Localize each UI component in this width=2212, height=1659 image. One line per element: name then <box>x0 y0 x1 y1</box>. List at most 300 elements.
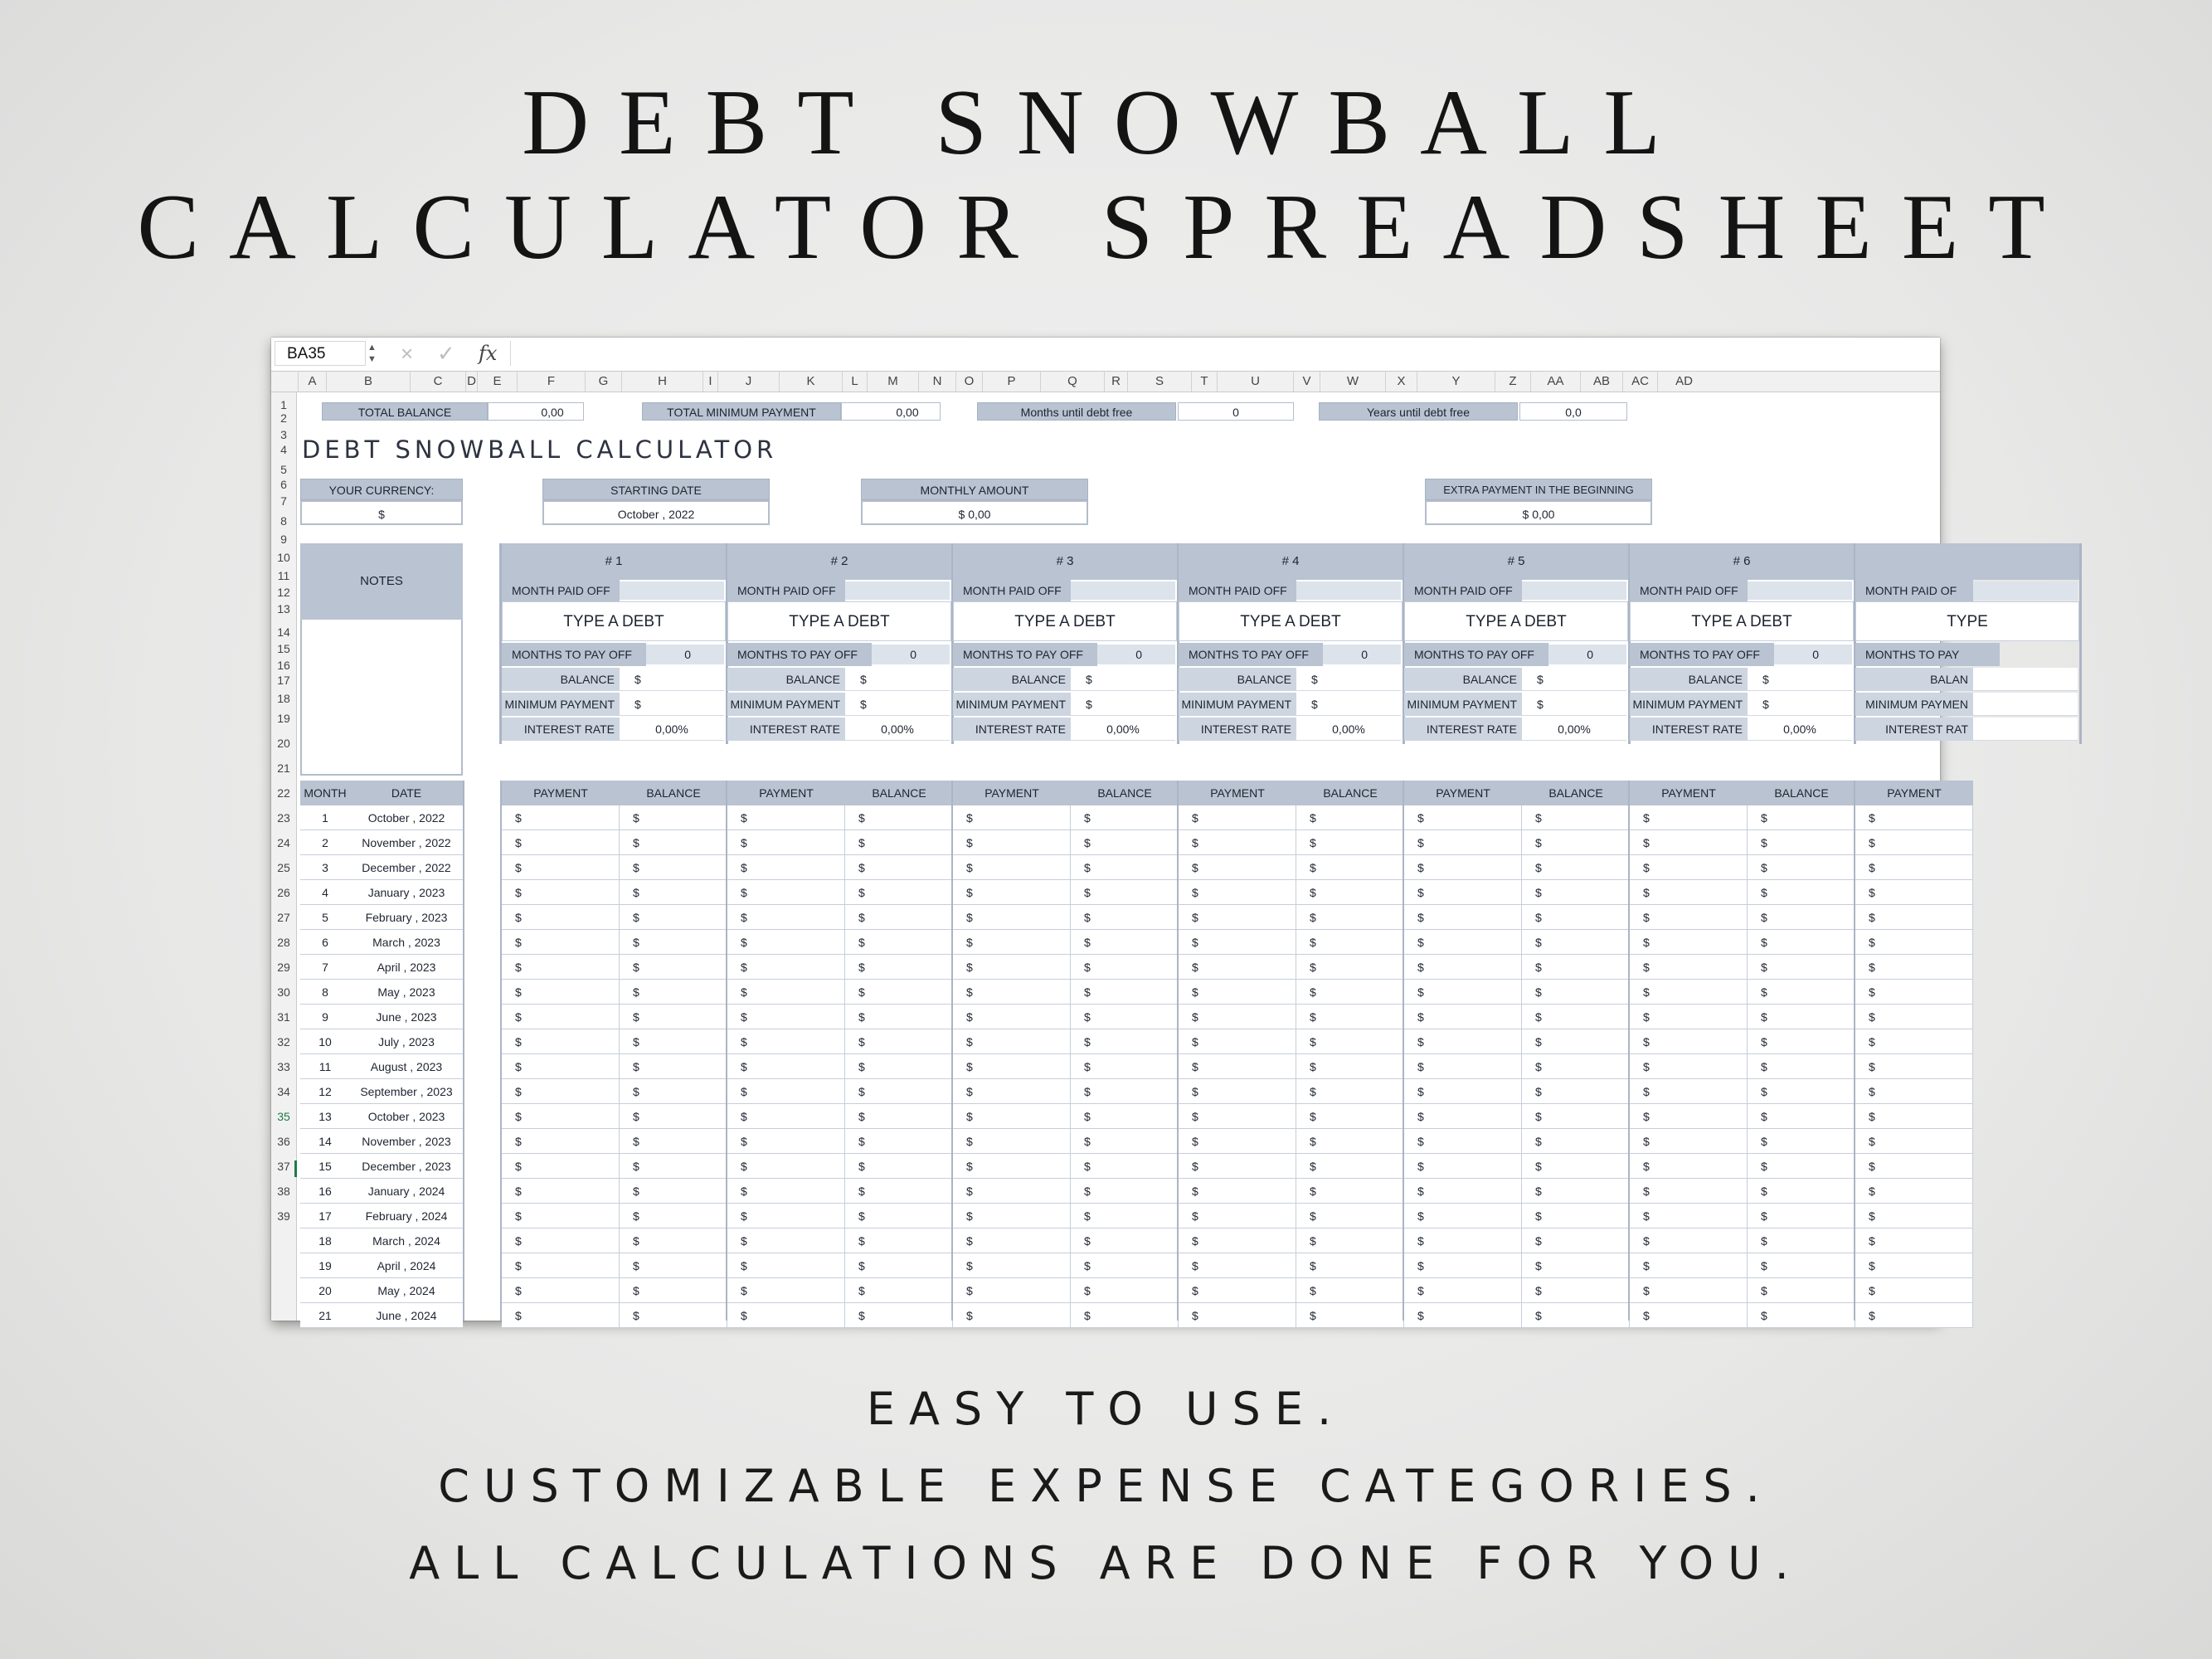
debt-3-balance-cell[interactable]: $ <box>1071 1179 1179 1204</box>
debt-3-payment-cell[interactable]: $ <box>953 1054 1071 1079</box>
debt-2-payment-cell[interactable]: $ <box>727 1104 845 1129</box>
debt-2-minimum-payment-input[interactable]: $ <box>845 693 950 716</box>
row-header-10[interactable]: 10 <box>277 551 290 564</box>
debt-1-payment-cell[interactable]: $ <box>502 1204 620 1228</box>
debt-3-payment-cell[interactable]: $ <box>953 955 1071 980</box>
column-header-b[interactable]: B <box>326 372 410 392</box>
debt-3-balance-cell[interactable]: $ <box>1071 1129 1179 1154</box>
debt-4-balance-cell[interactable]: $ <box>1296 905 1404 930</box>
debt-5-balance-cell[interactable]: $ <box>1522 1054 1630 1079</box>
debt-3-month-paid-off-value[interactable] <box>1071 581 1175 600</box>
debt-3-interest-rate-input[interactable]: 0,00% <box>1071 718 1175 741</box>
debt-7-minimum-payment-input[interactable] <box>1973 693 2078 716</box>
currency-input[interactable]: $ <box>300 500 463 525</box>
debt-5-payment-cell[interactable]: $ <box>1404 880 1522 905</box>
row-header-35[interactable]: 35 <box>277 1110 290 1123</box>
debt-3-balance-cell[interactable]: $ <box>1071 930 1179 955</box>
debt-3-balance-cell[interactable]: $ <box>1071 905 1179 930</box>
debt-6-balance-cell[interactable]: $ <box>1748 955 1855 980</box>
debt-6-payment-cell[interactable]: $ <box>1630 1179 1748 1204</box>
debt-4-balance-cell[interactable]: $ <box>1296 1104 1404 1129</box>
debt-6-interest-rate-input[interactable]: 0,00% <box>1748 718 1852 741</box>
row-header-9[interactable]: 9 <box>280 533 287 546</box>
debt-4-balance-cell[interactable]: $ <box>1296 1179 1404 1204</box>
debt-6-payment-cell[interactable]: $ <box>1630 930 1748 955</box>
debt-3-payment-cell[interactable]: $ <box>953 980 1071 1005</box>
row-header-32[interactable]: 32 <box>277 1035 290 1048</box>
debt-3-payment-cell[interactable]: $ <box>953 905 1071 930</box>
debt-3-payment-cell[interactable]: $ <box>953 880 1071 905</box>
debt-4-payment-cell[interactable]: $ <box>1179 1303 1296 1328</box>
debt-1-balance-cell[interactable]: $ <box>620 905 727 930</box>
debt-1-balance-cell[interactable]: $ <box>620 1079 727 1104</box>
debt-1-payment-cell[interactable]: $ <box>502 855 620 880</box>
column-header-q[interactable]: Q <box>1040 372 1104 392</box>
debt-2-balance-cell[interactable]: $ <box>845 1228 953 1253</box>
debt-1-payment-cell[interactable]: $ <box>502 1303 620 1328</box>
debt-6-payment-cell[interactable]: $ <box>1630 855 1748 880</box>
debt-5-balance-cell[interactable]: $ <box>1522 1228 1630 1253</box>
debt-4-balance-cell[interactable]: $ <box>1296 930 1404 955</box>
debt-1-balance-cell[interactable]: $ <box>620 955 727 980</box>
column-header-c[interactable]: C <box>410 372 465 392</box>
column-header-ad[interactable]: AD <box>1657 372 1710 392</box>
debt-2-month-paid-off-value[interactable] <box>845 581 950 600</box>
column-header-k[interactable]: K <box>779 372 842 392</box>
total-balance-field[interactable]: 0,00 <box>488 402 584 421</box>
row-header-26[interactable]: 26 <box>277 886 290 899</box>
debt-2-payment-cell[interactable]: $ <box>727 1079 845 1104</box>
debt-2-balance-cell[interactable]: $ <box>845 1154 953 1179</box>
debt-6-balance-cell[interactable]: $ <box>1748 905 1855 930</box>
debt-4-payment-cell[interactable]: $ <box>1179 1253 1296 1278</box>
debt-1-name-input[interactable]: TYPE A DEBT <box>502 601 726 641</box>
debt-4-balance-cell[interactable]: $ <box>1296 1029 1404 1054</box>
debt-1-balance-cell[interactable]: $ <box>620 1179 727 1204</box>
debt-5-balance-cell[interactable]: $ <box>1522 1204 1630 1228</box>
debt-2-balance-cell[interactable]: $ <box>845 1278 953 1303</box>
debt-4-payment-cell[interactable]: $ <box>1179 1029 1296 1054</box>
debt-5-balance-cell[interactable]: $ <box>1522 805 1630 830</box>
formula-input[interactable] <box>520 341 1930 366</box>
debt-4-balance-cell[interactable]: $ <box>1296 1154 1404 1179</box>
debt-6-payment-cell[interactable]: $ <box>1630 1079 1748 1104</box>
debt-4-month-paid-off-value[interactable] <box>1296 581 1401 600</box>
debt-6-payment-cell[interactable]: $ <box>1630 980 1748 1005</box>
debt-1-payment-cell[interactable]: $ <box>502 1179 620 1204</box>
debt-1-interest-rate-input[interactable]: 0,00% <box>620 718 724 741</box>
debt-2-payment-cell[interactable]: $ <box>727 955 845 980</box>
debt-4-payment-cell[interactable]: $ <box>1179 1228 1296 1253</box>
debt-5-balance-cell[interactable]: $ <box>1522 905 1630 930</box>
debt-3-balance-cell[interactable]: $ <box>1071 955 1179 980</box>
debt-6-balance-cell[interactable]: $ <box>1748 1278 1855 1303</box>
debt-3-payment-cell[interactable]: $ <box>953 1204 1071 1228</box>
debt-4-balance-cell[interactable]: $ <box>1296 1129 1404 1154</box>
row-header-14[interactable]: 14 <box>277 625 290 639</box>
debt-7-payment-cell[interactable]: $ <box>1855 1029 1973 1054</box>
debt-6-payment-cell[interactable]: $ <box>1630 1303 1748 1328</box>
debt-4-balance-cell[interactable]: $ <box>1296 805 1404 830</box>
debt-5-payment-cell[interactable]: $ <box>1404 830 1522 855</box>
debt-5-balance-cell[interactable]: $ <box>1522 1179 1630 1204</box>
row-header-20[interactable]: 20 <box>277 737 290 750</box>
debt-2-balance-cell[interactable]: $ <box>845 1129 953 1154</box>
debt-4-balance-cell[interactable]: $ <box>1296 1054 1404 1079</box>
debt-7-payment-cell[interactable]: $ <box>1855 1204 1973 1228</box>
debt-1-payment-cell[interactable]: $ <box>502 930 620 955</box>
debt-4-payment-cell[interactable]: $ <box>1179 980 1296 1005</box>
debt-6-payment-cell[interactable]: $ <box>1630 1154 1748 1179</box>
column-header-w[interactable]: W <box>1320 372 1385 392</box>
debt-1-payment-cell[interactable]: $ <box>502 1154 620 1179</box>
column-header-a[interactable]: A <box>298 372 326 392</box>
debt-3-payment-cell[interactable]: $ <box>953 805 1071 830</box>
debt-7-interest-rate-input[interactable] <box>1973 718 2078 741</box>
debt-4-payment-cell[interactable]: $ <box>1179 1129 1296 1154</box>
column-header-h[interactable]: H <box>621 372 702 392</box>
debt-3-balance-cell[interactable]: $ <box>1071 1029 1179 1054</box>
debt-3-payment-cell[interactable]: $ <box>953 855 1071 880</box>
debt-5-payment-cell[interactable]: $ <box>1404 1228 1522 1253</box>
row-header-27[interactable]: 27 <box>277 911 290 924</box>
column-header-v[interactable]: V <box>1293 372 1320 392</box>
debt-4-balance-cell[interactable]: $ <box>1296 980 1404 1005</box>
debt-2-balance-cell[interactable]: $ <box>845 880 953 905</box>
debt-3-balance-cell[interactable]: $ <box>1071 1253 1179 1278</box>
debt-6-balance-cell[interactable]: $ <box>1748 830 1855 855</box>
debt-5-balance-cell[interactable]: $ <box>1522 1154 1630 1179</box>
row-header-13[interactable]: 13 <box>277 602 290 615</box>
debt-3-payment-cell[interactable]: $ <box>953 1129 1071 1154</box>
debt-4-interest-rate-input[interactable]: 0,00% <box>1296 718 1401 741</box>
debt-7-payment-cell[interactable]: $ <box>1855 1104 1973 1129</box>
debt-3-balance-cell[interactable]: $ <box>1071 1104 1179 1129</box>
column-header-n[interactable]: N <box>918 372 955 392</box>
debt-5-payment-cell[interactable]: $ <box>1404 1029 1522 1054</box>
row-header-23[interactable]: 23 <box>277 811 290 825</box>
debt-4-payment-cell[interactable]: $ <box>1179 1154 1296 1179</box>
debt-7-balance-input[interactable] <box>1973 668 2078 691</box>
debt-4-balance-cell[interactable]: $ <box>1296 1253 1404 1278</box>
debt-5-payment-cell[interactable]: $ <box>1404 1104 1522 1129</box>
debt-6-balance-cell[interactable]: $ <box>1748 930 1855 955</box>
debt-5-payment-cell[interactable]: $ <box>1404 1079 1522 1104</box>
debt-6-name-input[interactable]: TYPE A DEBT <box>1630 601 1854 641</box>
debt-3-payment-cell[interactable]: $ <box>953 1278 1071 1303</box>
row-header-18[interactable]: 18 <box>277 692 290 705</box>
debt-4-balance-cell[interactable]: $ <box>1296 1079 1404 1104</box>
debt-1-balance-cell[interactable]: $ <box>620 1154 727 1179</box>
column-header-aa[interactable]: AA <box>1530 372 1580 392</box>
debt-2-balance-cell[interactable]: $ <box>845 1179 953 1204</box>
notes-area[interactable] <box>300 620 463 776</box>
debt-6-balance-cell[interactable]: $ <box>1748 1029 1855 1054</box>
column-header-x[interactable]: X <box>1385 372 1417 392</box>
row-header-4[interactable]: 4 <box>280 443 287 456</box>
row-header-6[interactable]: 6 <box>280 478 287 491</box>
row-header-2[interactable]: 2 <box>280 411 287 425</box>
debt-2-payment-cell[interactable]: $ <box>727 880 845 905</box>
debt-4-payment-cell[interactable]: $ <box>1179 1179 1296 1204</box>
debt-3-payment-cell[interactable]: $ <box>953 1029 1071 1054</box>
debt-2-balance-cell[interactable]: $ <box>845 1253 953 1278</box>
debt-1-payment-cell[interactable]: $ <box>502 905 620 930</box>
debt-7-payment-cell[interactable]: $ <box>1855 980 1973 1005</box>
row-header-1[interactable]: 1 <box>280 398 287 411</box>
debt-6-month-paid-off-value[interactable] <box>1748 581 1852 600</box>
debt-7-payment-cell[interactable]: $ <box>1855 1129 1973 1154</box>
debt-4-minimum-payment-input[interactable]: $ <box>1296 693 1401 716</box>
debt-3-balance-cell[interactable]: $ <box>1071 1154 1179 1179</box>
fx-icon[interactable]: fx <box>479 342 498 365</box>
debt-1-balance-cell[interactable]: $ <box>620 980 727 1005</box>
row-header-21[interactable]: 21 <box>277 761 290 775</box>
debt-3-balance-input[interactable]: $ <box>1071 668 1175 691</box>
debt-7-payment-cell[interactable]: $ <box>1855 930 1973 955</box>
debt-5-interest-rate-input[interactable]: 0,00% <box>1522 718 1626 741</box>
debt-6-balance-cell[interactable]: $ <box>1748 1005 1855 1029</box>
debt-3-payment-cell[interactable]: $ <box>953 1179 1071 1204</box>
debt-6-payment-cell[interactable]: $ <box>1630 1054 1748 1079</box>
debt-1-payment-cell[interactable]: $ <box>502 1104 620 1129</box>
debt-5-payment-cell[interactable]: $ <box>1404 855 1522 880</box>
months-until-debt-free-value[interactable]: 0 <box>1178 402 1294 421</box>
debt-2-balance-cell[interactable]: $ <box>845 1079 953 1104</box>
column-header-i[interactable]: I <box>702 372 717 392</box>
column-header-m[interactable]: M <box>867 372 918 392</box>
debt-7-month-paid-off-value[interactable] <box>1973 581 2078 600</box>
sheet-grid[interactable] <box>297 392 1988 1322</box>
debt-2-payment-cell[interactable]: $ <box>727 930 845 955</box>
debt-6-balance-cell[interactable]: $ <box>1748 1054 1855 1079</box>
debt-5-payment-cell[interactable]: $ <box>1404 1154 1522 1179</box>
debt-7-payment-cell[interactable]: $ <box>1855 1228 1973 1253</box>
debt-1-minimum-payment-input[interactable]: $ <box>620 693 724 716</box>
debt-4-balance-cell[interactable]: $ <box>1296 830 1404 855</box>
debt-5-balance-cell[interactable]: $ <box>1522 955 1630 980</box>
debt-4-balance-cell[interactable]: $ <box>1296 1278 1404 1303</box>
debt-7-payment-cell[interactable]: $ <box>1855 1054 1973 1079</box>
debt-5-payment-cell[interactable]: $ <box>1404 1179 1522 1204</box>
column-header-u[interactable]: U <box>1217 372 1293 392</box>
name-box-stepper-icon[interactable]: ▲ ▼ <box>367 343 377 364</box>
debt-7-payment-cell[interactable]: $ <box>1855 955 1973 980</box>
debt-6-balance-cell[interactable]: $ <box>1748 980 1855 1005</box>
debt-5-payment-cell[interactable]: $ <box>1404 1303 1522 1328</box>
debt-4-payment-cell[interactable]: $ <box>1179 1054 1296 1079</box>
debt-6-balance-cell[interactable]: $ <box>1748 1079 1855 1104</box>
debt-2-payment-cell[interactable]: $ <box>727 1029 845 1054</box>
debt-1-balance-cell[interactable]: $ <box>620 1228 727 1253</box>
debt-7-payment-cell[interactable]: $ <box>1855 880 1973 905</box>
debt-5-balance-cell[interactable]: $ <box>1522 980 1630 1005</box>
cancel-icon[interactable]: × <box>401 341 414 366</box>
debt-1-balance-cell[interactable]: $ <box>620 930 727 955</box>
debt-5-balance-cell[interactable]: $ <box>1522 1005 1630 1029</box>
debt-5-balance-cell[interactable]: $ <box>1522 1079 1630 1104</box>
debt-1-payment-cell[interactable]: $ <box>502 1278 620 1303</box>
debt-6-payment-cell[interactable]: $ <box>1630 905 1748 930</box>
debt-6-balance-cell[interactable]: $ <box>1748 805 1855 830</box>
debt-7-payment-cell[interactable]: $ <box>1855 905 1973 930</box>
starting-date-input[interactable]: October , 2022 <box>542 500 770 525</box>
debt-5-balance-cell[interactable]: $ <box>1522 1129 1630 1154</box>
debt-5-balance-cell[interactable]: $ <box>1522 1278 1630 1303</box>
debt-6-minimum-payment-input[interactable]: $ <box>1748 693 1852 716</box>
debt-2-balance-cell[interactable]: $ <box>845 905 953 930</box>
debt-2-balance-cell[interactable]: $ <box>845 1303 953 1328</box>
debt-3-minimum-payment-input[interactable]: $ <box>1071 693 1175 716</box>
debt-3-payment-cell[interactable]: $ <box>953 1005 1071 1029</box>
debt-3-payment-cell[interactable]: $ <box>953 1303 1071 1328</box>
debt-3-payment-cell[interactable]: $ <box>953 1079 1071 1104</box>
debt-2-interest-rate-input[interactable]: 0,00% <box>845 718 950 741</box>
row-header-34[interactable]: 34 <box>277 1085 290 1098</box>
debt-3-payment-cell[interactable]: $ <box>953 930 1071 955</box>
debt-5-month-paid-off-value[interactable] <box>1522 581 1626 600</box>
debt-4-balance-input[interactable]: $ <box>1296 668 1401 691</box>
debt-6-payment-cell[interactable]: $ <box>1630 1104 1748 1129</box>
debt-6-balance-cell[interactable]: $ <box>1748 1104 1855 1129</box>
debt-1-payment-cell[interactable]: $ <box>502 955 620 980</box>
debt-5-balance-cell[interactable]: $ <box>1522 1029 1630 1054</box>
debt-2-balance-cell[interactable]: $ <box>845 955 953 980</box>
debt-2-payment-cell[interactable]: $ <box>727 1179 845 1204</box>
row-header-25[interactable]: 25 <box>277 861 290 874</box>
debt-2-payment-cell[interactable]: $ <box>727 1303 845 1328</box>
debt-5-payment-cell[interactable]: $ <box>1404 1129 1522 1154</box>
debt-6-payment-cell[interactable]: $ <box>1630 1029 1748 1054</box>
debt-5-payment-cell[interactable]: $ <box>1404 955 1522 980</box>
column-header-z[interactable]: Z <box>1495 372 1530 392</box>
debt-4-payment-cell[interactable]: $ <box>1179 855 1296 880</box>
column-header-f[interactable]: F <box>517 372 585 392</box>
debt-6-balance-cell[interactable]: $ <box>1748 880 1855 905</box>
debt-2-payment-cell[interactable]: $ <box>727 1054 845 1079</box>
debt-2-payment-cell[interactable]: $ <box>727 1253 845 1278</box>
debt-3-balance-cell[interactable]: $ <box>1071 1278 1179 1303</box>
confirm-icon[interactable]: ✓ <box>437 341 455 366</box>
debt-6-payment-cell[interactable]: $ <box>1630 1204 1748 1228</box>
debt-4-payment-cell[interactable]: $ <box>1179 1204 1296 1228</box>
column-header-p[interactable]: P <box>982 372 1040 392</box>
debt-3-balance-cell[interactable]: $ <box>1071 805 1179 830</box>
debt-2-payment-cell[interactable]: $ <box>727 980 845 1005</box>
debt-4-balance-cell[interactable]: $ <box>1296 1303 1404 1328</box>
debt-1-balance-cell[interactable]: $ <box>620 1104 727 1129</box>
debt-6-balance-cell[interactable]: $ <box>1748 1129 1855 1154</box>
column-header-ab[interactable]: AB <box>1580 372 1622 392</box>
debt-2-balance-cell[interactable]: $ <box>845 1104 953 1129</box>
row-header-29[interactable]: 29 <box>277 961 290 974</box>
debt-2-balance-input[interactable]: $ <box>845 668 950 691</box>
debt-6-payment-cell[interactable]: $ <box>1630 880 1748 905</box>
debt-3-balance-cell[interactable]: $ <box>1071 1054 1179 1079</box>
debt-1-balance-cell[interactable]: $ <box>620 880 727 905</box>
debt-2-balance-cell[interactable]: $ <box>845 1005 953 1029</box>
debt-2-payment-cell[interactable]: $ <box>727 1204 845 1228</box>
extra-payment-input[interactable]: $ 0,00 <box>1425 500 1652 525</box>
column-header-g[interactable]: G <box>585 372 621 392</box>
debt-2-balance-cell[interactable]: $ <box>845 1054 953 1079</box>
debt-2-payment-cell[interactable]: $ <box>727 1005 845 1029</box>
debt-6-payment-cell[interactable]: $ <box>1630 1129 1748 1154</box>
debt-1-payment-cell[interactable]: $ <box>502 1253 620 1278</box>
debt-1-balance-cell[interactable]: $ <box>620 1253 727 1278</box>
debt-5-payment-cell[interactable]: $ <box>1404 980 1522 1005</box>
debt-1-month-paid-off-value[interactable] <box>620 581 724 600</box>
debt-5-payment-cell[interactable]: $ <box>1404 1278 1522 1303</box>
debt-4-payment-cell[interactable]: $ <box>1179 1079 1296 1104</box>
debt-6-balance-cell[interactable]: $ <box>1748 1204 1855 1228</box>
debt-1-balance-cell[interactable]: $ <box>620 1029 727 1054</box>
row-header-37[interactable]: 37 <box>277 1160 290 1173</box>
debt-3-balance-cell[interactable]: $ <box>1071 830 1179 855</box>
debt-2-balance-cell[interactable]: $ <box>845 830 953 855</box>
row-header-7[interactable]: 7 <box>280 494 287 508</box>
row-header-28[interactable]: 28 <box>277 936 290 949</box>
debt-5-payment-cell[interactable]: $ <box>1404 905 1522 930</box>
debt-1-balance-cell[interactable]: $ <box>620 830 727 855</box>
row-header-11[interactable]: 11 <box>277 569 290 582</box>
debt-5-payment-cell[interactable]: $ <box>1404 930 1522 955</box>
debt-6-payment-cell[interactable]: $ <box>1630 1253 1748 1278</box>
debt-3-payment-cell[interactable]: $ <box>953 1154 1071 1179</box>
debt-6-payment-cell[interactable]: $ <box>1630 1228 1748 1253</box>
column-header-t[interactable]: T <box>1191 372 1217 392</box>
row-header-33[interactable]: 33 <box>277 1060 290 1073</box>
column-header-r[interactable]: R <box>1104 372 1127 392</box>
row-header-17[interactable]: 17 <box>277 674 290 687</box>
debt-2-payment-cell[interactable]: $ <box>727 1278 845 1303</box>
debt-6-payment-cell[interactable]: $ <box>1630 1005 1748 1029</box>
debt-1-payment-cell[interactable]: $ <box>502 805 620 830</box>
debt-5-payment-cell[interactable]: $ <box>1404 1204 1522 1228</box>
debt-1-payment-cell[interactable]: $ <box>502 1029 620 1054</box>
monthly-amount-input[interactable]: $ 0,00 <box>861 500 1088 525</box>
debt-1-balance-cell[interactable]: $ <box>620 1204 727 1228</box>
debt-4-balance-cell[interactable]: $ <box>1296 880 1404 905</box>
debt-6-balance-input[interactable]: $ <box>1748 668 1852 691</box>
row-header-38[interactable]: 38 <box>277 1185 290 1198</box>
debt-6-payment-cell[interactable]: $ <box>1630 1278 1748 1303</box>
debt-2-payment-cell[interactable]: $ <box>727 905 845 930</box>
debt-4-payment-cell[interactable]: $ <box>1179 1005 1296 1029</box>
debt-3-balance-cell[interactable]: $ <box>1071 1005 1179 1029</box>
debt-6-payment-cell[interactable]: $ <box>1630 805 1748 830</box>
column-header-y[interactable]: Y <box>1417 372 1495 392</box>
debt-2-balance-cell[interactable]: $ <box>845 980 953 1005</box>
debt-7-payment-cell[interactable]: $ <box>1855 1303 1973 1328</box>
debt-4-payment-cell[interactable]: $ <box>1179 805 1296 830</box>
debt-1-balance-cell[interactable]: $ <box>620 1129 727 1154</box>
debt-4-payment-cell[interactable]: $ <box>1179 880 1296 905</box>
debt-5-payment-cell[interactable]: $ <box>1404 1005 1522 1029</box>
row-header-31[interactable]: 31 <box>277 1010 290 1024</box>
debt-1-payment-cell[interactable]: $ <box>502 1005 620 1029</box>
row-header-16[interactable]: 16 <box>277 659 290 672</box>
debt-2-balance-cell[interactable]: $ <box>845 930 953 955</box>
debt-5-payment-cell[interactable]: $ <box>1404 1054 1522 1079</box>
debt-5-balance-cell[interactable]: $ <box>1522 830 1630 855</box>
debt-5-balance-input[interactable]: $ <box>1522 668 1626 691</box>
row-header-30[interactable]: 30 <box>277 985 290 999</box>
row-header-22[interactable]: 22 <box>277 786 290 800</box>
row-header-19[interactable]: 19 <box>277 712 290 725</box>
debt-7-payment-cell[interactable]: $ <box>1855 1005 1973 1029</box>
debt-7-payment-cell[interactable]: $ <box>1855 1253 1973 1278</box>
